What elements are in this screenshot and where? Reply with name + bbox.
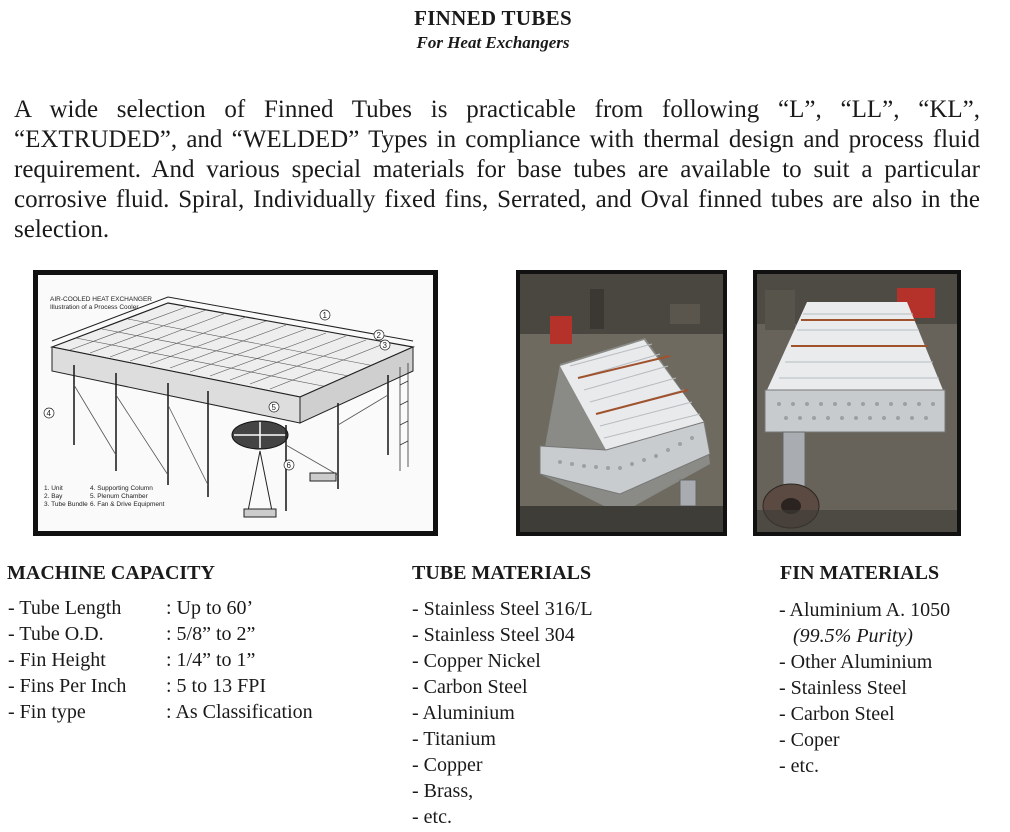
machine-capacity-heading: MACHINE CAPACITY <box>7 562 215 584</box>
capacity-key: - Fin type <box>8 701 86 723</box>
fin-material-note: (99.5% Purity) <box>793 625 913 647</box>
callout-2: 2 <box>376 331 381 340</box>
callout-3: 3 <box>382 341 387 350</box>
callout-4: 4 <box>46 409 51 418</box>
illustration-caption-title: AIR-COOLED HEAT EXCHANGER <box>50 296 152 303</box>
tube-materials-heading: TUBE MATERIALS <box>412 562 592 584</box>
fin-material-item: - Other Aluminium <box>779 651 933 673</box>
legend-5: 5. Plenum Chamber <box>90 493 148 500</box>
tube-material-item: - Brass, <box>412 780 474 802</box>
callout-1: 1 <box>322 311 327 320</box>
capacity-value: : As Classification <box>166 701 313 723</box>
callout-5: 5 <box>271 403 276 412</box>
capacity-key: - Tube Length <box>8 597 122 619</box>
fin-material-item: - Aluminium A. 1050 <box>779 599 951 621</box>
legend-4: 4. Supporting Column <box>90 485 153 492</box>
capacity-value: : 5/8” to 2” <box>166 623 256 645</box>
capacity-row-tube-length <box>8 595 313 621</box>
capacity-row-tube-od <box>8 621 313 647</box>
fin-material-item: - Stainless Steel <box>779 677 907 699</box>
legend-2: 2. Bay <box>44 493 63 500</box>
tube-material-item: - Stainless Steel 304 <box>412 624 575 646</box>
capacity-value: : 5 to 13 FPI <box>166 675 267 697</box>
page-subtitle: For Heat Exchangers <box>416 33 570 52</box>
tube-bundle-photo-2-image <box>757 274 957 532</box>
tube-material-item: - Aluminium <box>412 702 515 724</box>
capacity-key: - Fins Per Inch <box>8 675 127 697</box>
callout-6: 6 <box>286 461 291 470</box>
heat-exchanger-illustration <box>33 270 438 536</box>
tube-bundle-photo-1-image <box>520 274 723 532</box>
heat-exchanger-drawing <box>38 275 433 531</box>
legend-6: 6. Fan & Drive Equipment <box>90 501 165 508</box>
tube-material-item: - Copper <box>412 754 483 776</box>
capacity-row-fin-height <box>8 647 313 673</box>
tube-material-item: - Titanium <box>412 728 496 750</box>
tube-bundle-photo-1 <box>516 270 727 536</box>
capacity-value: : 1/4” to 1” <box>166 649 256 671</box>
tube-material-item: - Stainless Steel 316/L <box>412 598 593 620</box>
fin-materials-list <box>779 597 950 779</box>
fin-material-item: - Coper <box>779 729 840 751</box>
capacity-key: - Tube O.D. <box>8 623 104 645</box>
legend-1: 1. Unit <box>44 485 63 492</box>
page-title: FINNED TUBES <box>414 6 572 30</box>
tube-material-item: - Carbon Steel <box>412 676 528 698</box>
illustration-caption-sub: Illustration of a Process Cooler <box>50 304 139 311</box>
tube-material-item: - Copper Nickel <box>412 650 541 672</box>
capacity-row-fins-per-inch <box>8 673 313 699</box>
tube-material-item: - etc. <box>412 806 452 828</box>
tube-materials-list <box>412 596 593 830</box>
intro-paragraph: A wide selection of Finned Tubes is practicable from following “L”, “LL”, “KL”, “EXTRUDED”, and “WELDED” Types in compliance with thermal design and process fluid requirement. And various special materials for base tubes are available to suit a particular corrosive fluid. Spiral, Individually fixed fins, Serrated, and Oval finned tubes are also in the selection. <box>14 96 980 243</box>
fin-material-item: - etc. <box>779 755 819 777</box>
fin-material-item: - Carbon Steel <box>779 703 895 725</box>
capacity-key: - Fin Height <box>8 649 106 671</box>
tube-bundle-photo-2 <box>753 270 961 536</box>
capacity-value: : Up to 60’ <box>166 597 254 619</box>
fin-materials-heading: FIN MATERIALS <box>780 562 940 584</box>
legend-3: 3. Tube Bundle <box>44 501 88 508</box>
capacity-row-fin-type <box>8 699 313 725</box>
machine-capacity-list <box>8 595 313 725</box>
